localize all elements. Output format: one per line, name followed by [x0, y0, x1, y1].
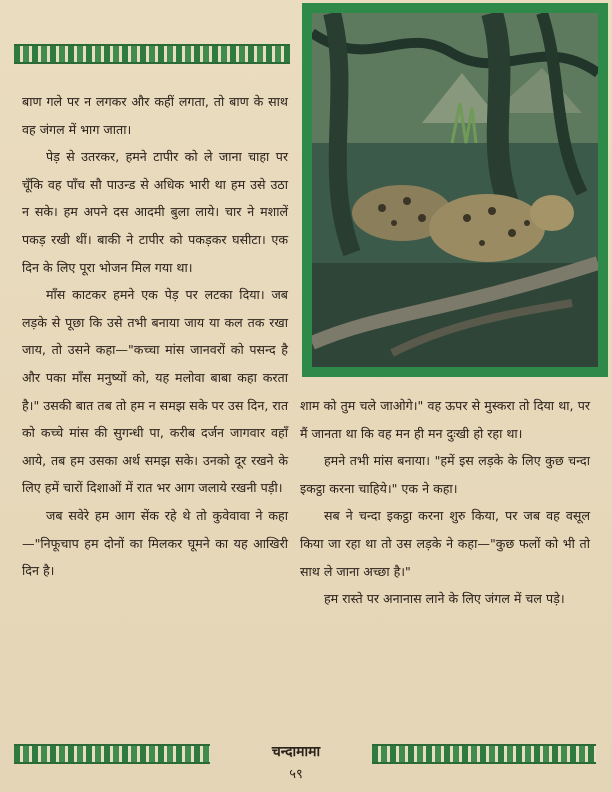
paragraph: बाण गले पर न लगकर और कहीं लगता, तो बाण के साथ वह जंगल में भाग जाता। — [22, 94, 288, 137]
jungle-scene-image — [312, 13, 598, 367]
page-number: ५९ — [289, 767, 303, 782]
paragraph: हम रास्ते पर अनानास लाने के लिए जंगल में चल पड़े। — [324, 591, 565, 607]
jaguar-illustration — [302, 3, 608, 377]
left-text-column — [22, 88, 288, 585]
paragraph: हमने तभी मांस बनाया। "हमें इस लड़के के लिए कुछ चन्दा इकट्ठा करना चाहिये।" एक ने कहा। — [300, 453, 590, 496]
bottom-left-decorative-border — [14, 744, 210, 764]
paragraph: माँस काटकर हमने एक पेड़ पर लटका दिया। जब लड़के से पूछा कि उसे तभी बनाया जाय या कल तक रखा जाय, तो उसने कहा—"कच्चा मांस जानवरों को पसन्द है और पका माँस मनुष्यों को, यह मलोवा बाबा कहा करता है।" उसकी बात तब तो हम न समझ सके पर उस दिन, रात को कच्चे मांस की सुगन्धी पा, करीब दर्जन जागवार वहाँ आये, तब हम उसका अर्थ समझ सके। उनको दूर रखने के लिए हमें चारों दिशाओं में रात भर आग जलाये रखनी पड़ी। — [22, 287, 288, 496]
bottom-right-decorative-border — [372, 744, 596, 764]
right-text-column — [300, 392, 590, 613]
paragraph: शाम को तुम चले जाओगे।" वह ऊपर से मुस्करा तो दिया था, पर मैं जानता था कि वह मन ही मन दुःखी हो रहा था। — [300, 398, 590, 441]
paragraph: पेड़ से उतरकर, हमने टापीर को ले जाना चाहा पर चूँकि वह पाँच सौ पाउन्ड से अधिक भारी था हम उसे उठा न सके। हम अपने दस आदमी बुला लाये। चार ने मशालें पकड़ रखी थीं। बाकी ने टापीर को पकड़कर घसीटा। एक दिन के लिए पूरा भोजन मिल गया था। — [22, 149, 288, 275]
paragraph: जब सवेरे हम आग सेंक रहे थे तो कुवेवावा ने कहा—"निफूचाप हम दोनों का मिलकर घूमने का यह आखिरी दिन है। — [22, 507, 288, 579]
top-decorative-border — [14, 44, 290, 64]
paragraph: सब ने चन्दा इकट्ठा करना शुरु किया, पर जब वह वसूल किया जा रहा था तो उस लड़के ने कहा—"कुछ फलों को भी तो साथ ले जाना अच्छा है।" — [300, 508, 590, 579]
magazine-title: चन्दामामा — [271, 744, 321, 760]
